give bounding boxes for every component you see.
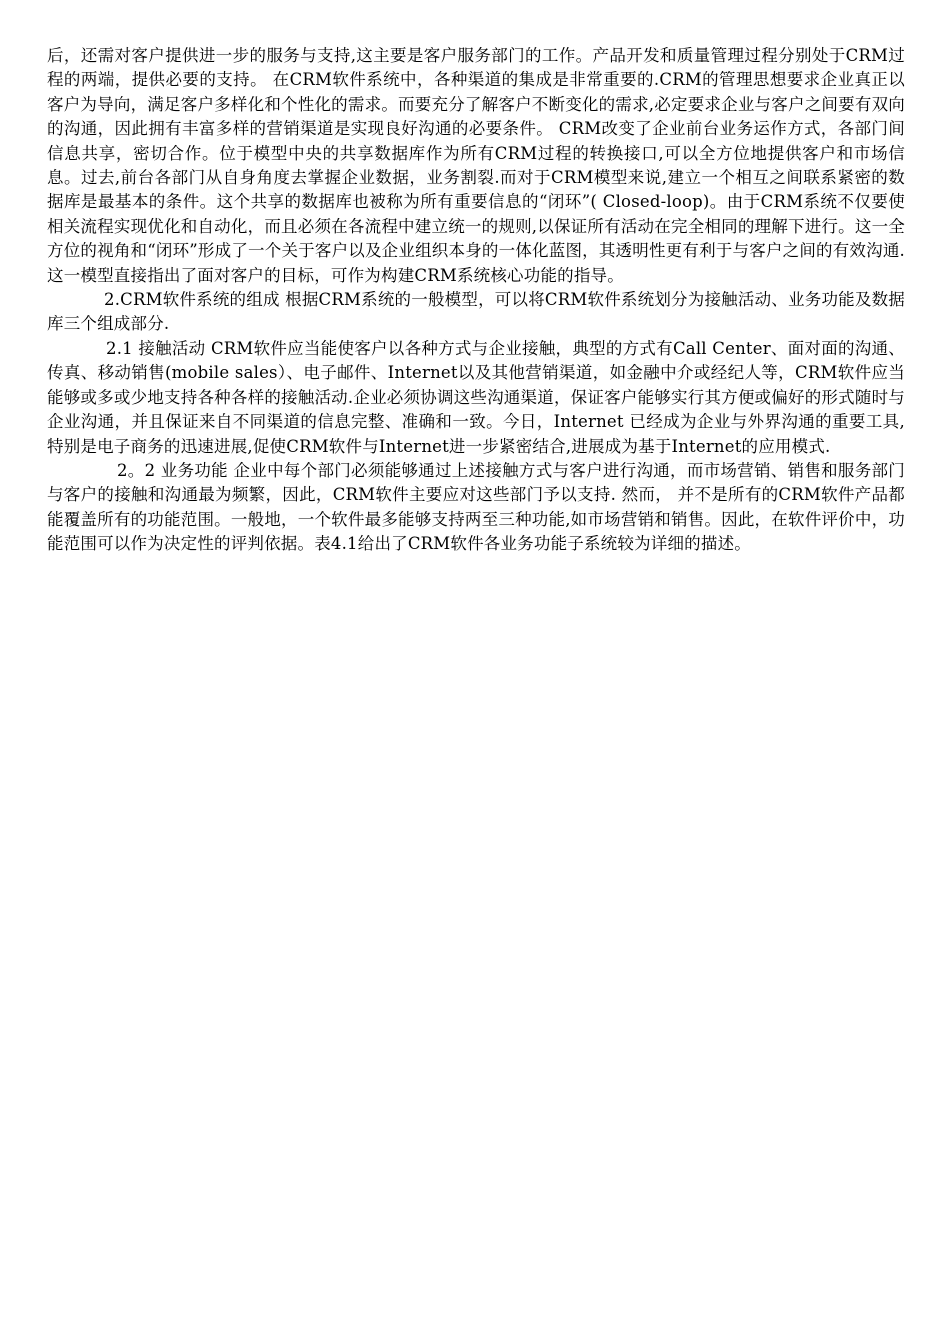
document-page <box>47 44 905 557</box>
paragraph-business-functions: 2。2 业务功能 企业中每个部门必须能够通过上述接触方式与客户进行沟通，而市场营销、销售和服务部门与客户的接触和沟通最为频繁，因此，CRM软件主要应对这些部门予以支持. 然而， 并不是所有的CRM软件产品都能覆盖所有的功能范围。一般地，一个软件最多能够支持两至三种功能,如市场营销和销售。因此，在软件评价中，功能范围可以作为决定性的评判依据。表4.1给出了CRM软件各业务功能子系统较为详细的描述。 <box>47 460 905 554</box>
paragraph-crm-composition: 2.CRM软件系统的组成 根据CRM系统的一般模型，可以将CRM软件系统划分为接触活动、业务功能及数据库三个组成部分. <box>47 290 905 334</box>
paragraph-contact-activities: 2.1 接触活动 CRM软件应当能使客户以各种方式与企业接触，典型的方式有Call Center、面对面的沟通、传真、移动销售(mobile sales）、电子邮件、Internet以及其他营销渠道，如金融中介或经纪人等，CRM软件应当能够或多或少地支持各种各样的接触活动.企业必须协调这些沟通渠道，保证客户能够实行其方便或偏好的形式随时与企业沟通，并且保证来自不同渠道的信息完整、准确和一致。今日，Internet 已经成为企业与外界沟通的重要工具,特别是电子商务的迅速进展,促使CRM软件与Internet进一步紧密结合,进展成为基于Internet的应用模式. <box>47 338 905 456</box>
paragraph-crm-process: 后，还需对客户提供进一步的服务与支持,这主要是客户服务部门的工作。产品开发和质量管理过程分别处于CRM过程的两端，提供必要的支持。 在CRM软件系统中，各种渠道的集成是非常重要的.CRM的管理思想要求企业真正以客户为导向，满足客户多样化和个性化的需求。而要充分了解客户不断变化的需求,必定要求企业与客户之间要有双向的沟通，因此拥有丰富多样的营销渠道是实现良好沟通的必要条件。 CRM改变了企业前台业务运作方式，各部门间信息共享，密切合作。位于模型中央的共享数据库作为所有CRM过程的转换接口,可以全方位地提供客户和市场信息。过去,前台各部门从自身角度去掌握企业数据，业务割裂.而对于CRM模型来说,建立一个相互之间联系紧密的数据库是最基本的条件。这个共享的数据库也被称为所有重要信息的“闭环”( Closed-loop)。由于CRM系统不仅要使相关流程实现优化和自动化，而且必须在各流程中建立统一的规则,以保证所有活动在完全相同的理解下进行。这一全方位的视角和“闭环”形成了一个关于客户以及企业组织本身的一体化蓝图，其透明性更有利于与客户之间的有效沟通.这一模型直接指出了面对客户的目标，可作为构建CRM系统核心功能的指导。 <box>47 46 905 285</box>
